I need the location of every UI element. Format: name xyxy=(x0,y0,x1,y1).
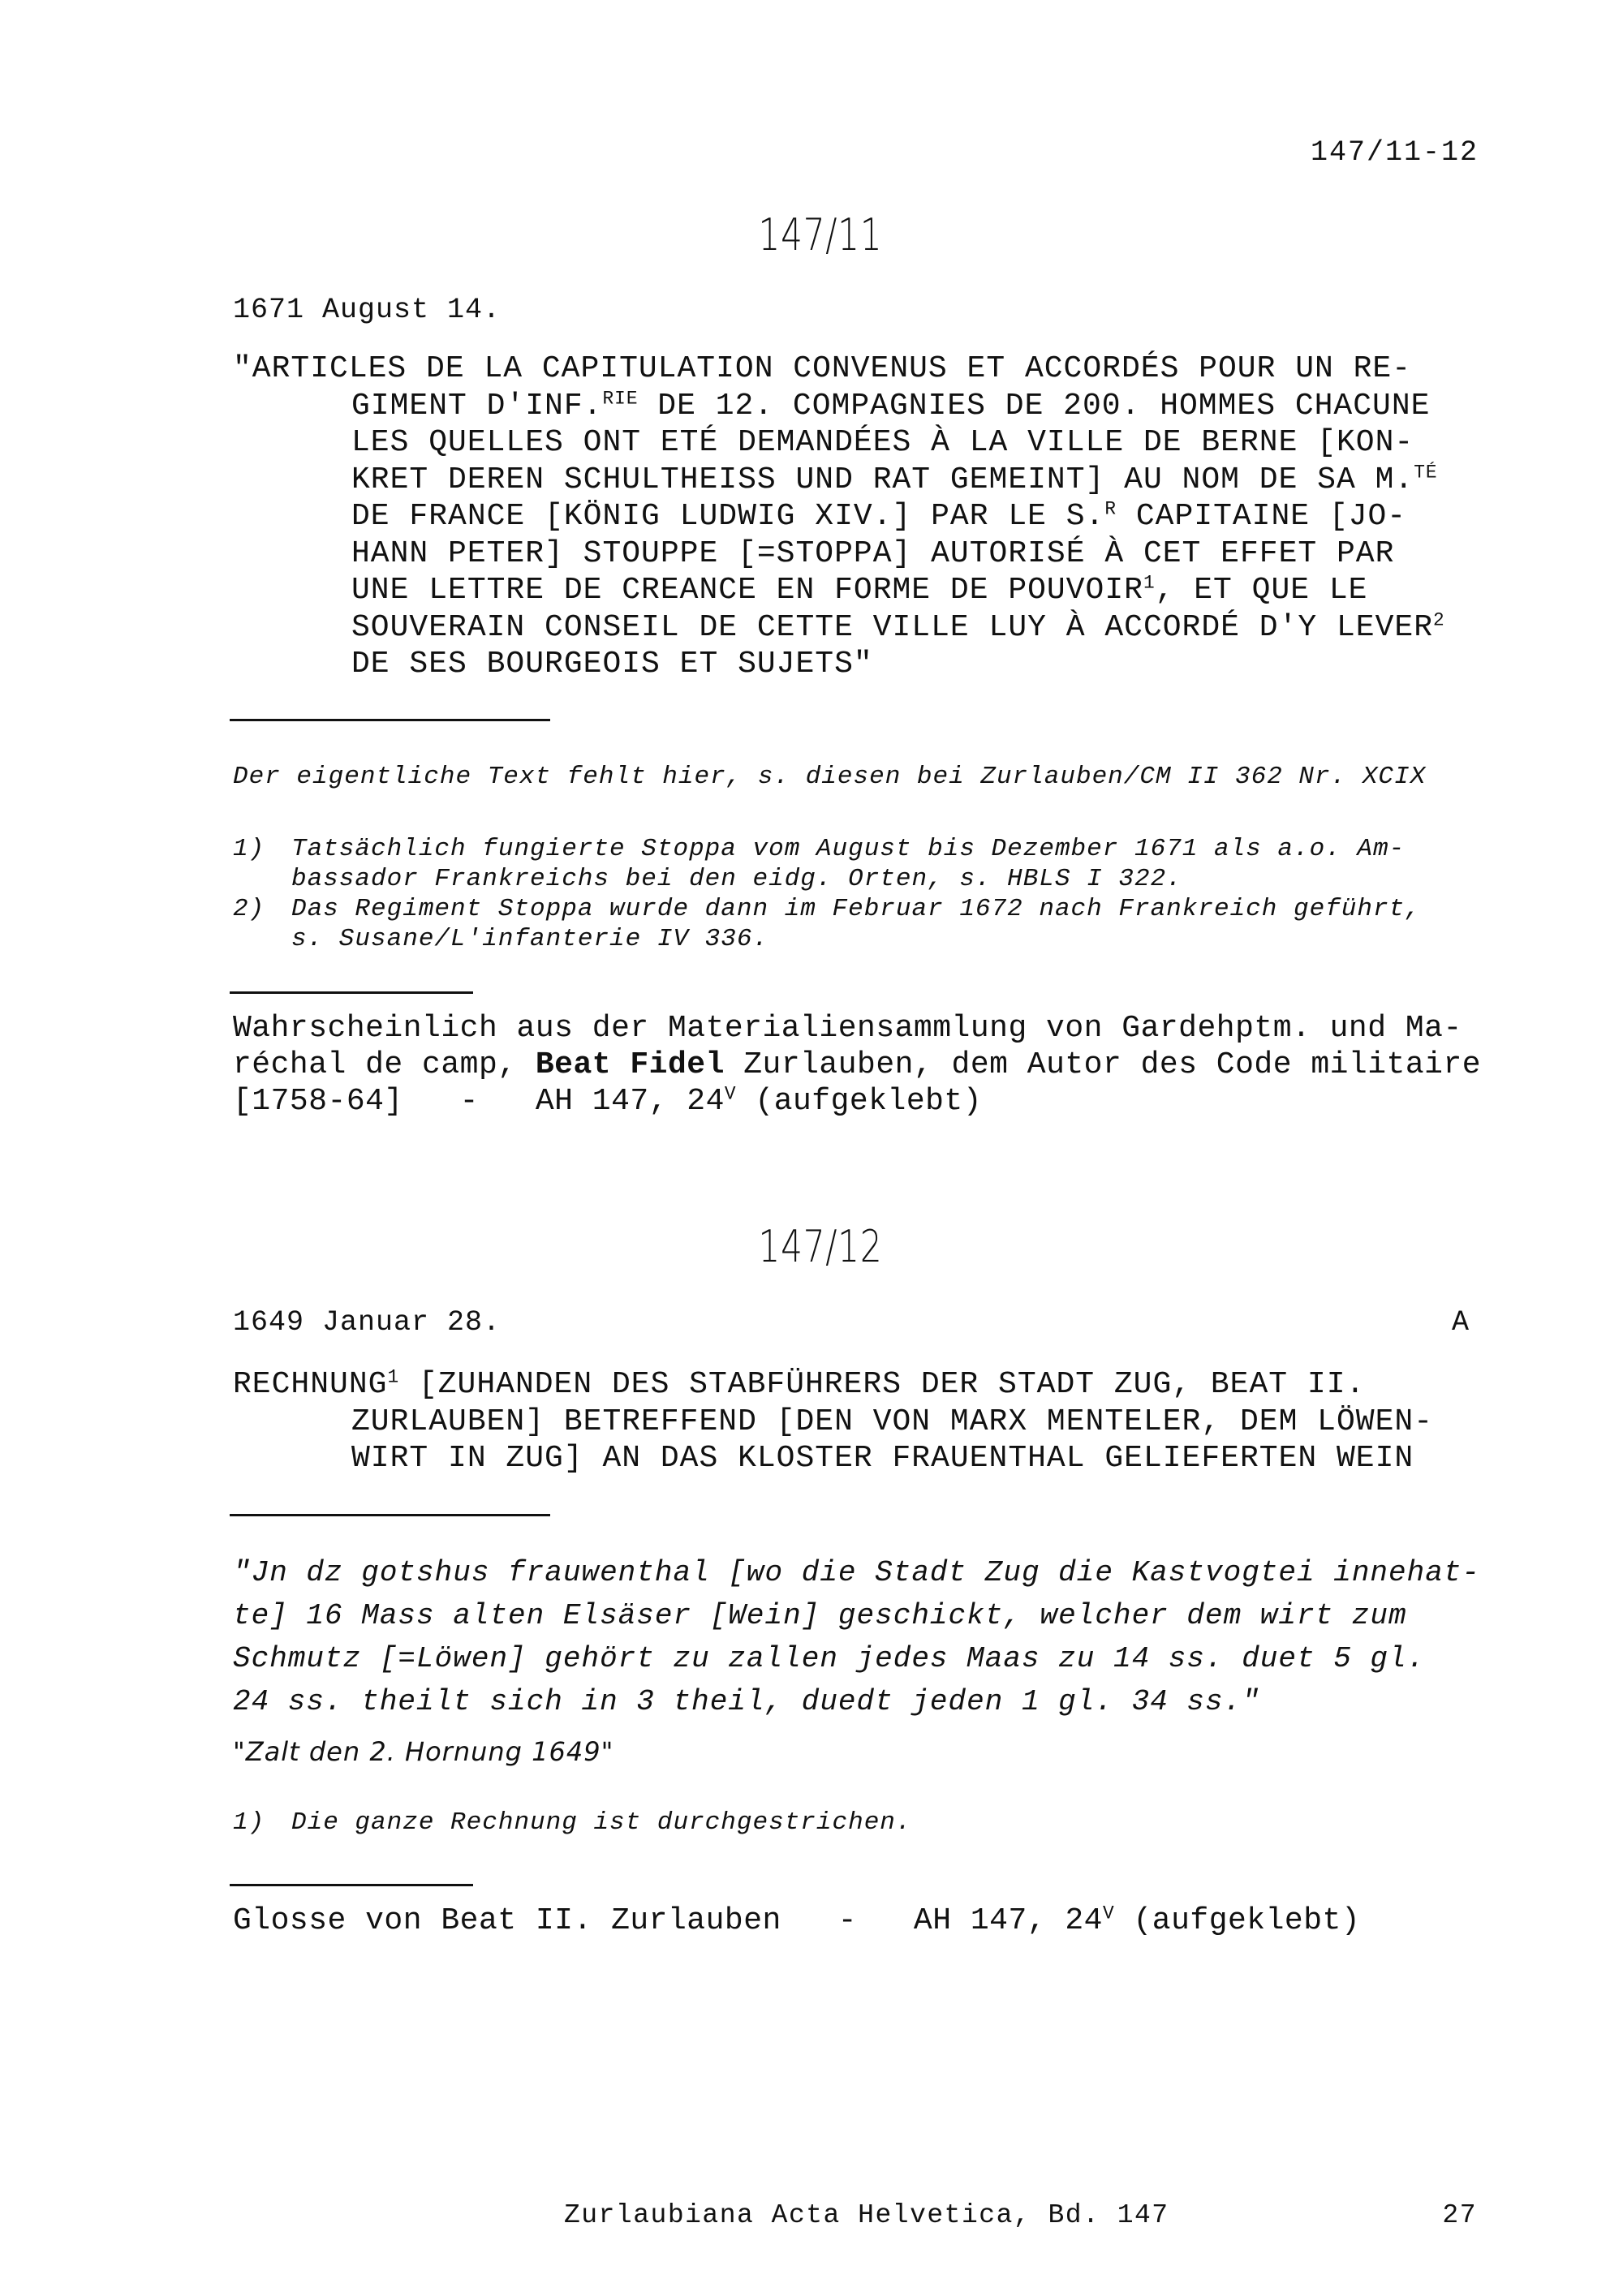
footnotes xyxy=(233,1808,1499,1838)
quoted-text: "Jn dz gotshus frauwenthal [wo die Stadt Zug die Kastvogtei innehat- te] 16 Mass alten Elsäser [Wein] geschickt, welcher dem wirt zum Schmutz [=Löwen] gehört zu zallen jedes Maas zu 14 ss. duet 5 gl. 24 ss. theilt sich in 3 theil, duedt jeden 1 gl. 34 ss." xyxy=(233,1556,1481,1718)
document-letter: A xyxy=(1451,1306,1469,1339)
title-line: ZURLAUBEN] BETREFFEND [DEN VON MARX MENTELER, DEM LÖWEN- xyxy=(351,1404,1434,1439)
title-line: DE SES BOURGEOIS ET SUJETS" xyxy=(351,647,873,681)
title-line: RECHNUNG$^1$ [ZUHANDEN DES STABFÜHRERS DER STADT ZUG, BEAT II. xyxy=(233,1366,1366,1402)
footnote: 1) Tatsächlich fungierte Stoppa vom August bis Dezember 1671 als a.o. Am- bassador Frankreichs bei den eidg. Orten, s. HBLS I 322. xyxy=(233,835,1406,893)
title-line: GIMENT D'INF.$^{RIE}$ DE 12. COMPAGNIES DE 200. HOMMES CHACUNE xyxy=(351,387,1431,424)
separator-rule xyxy=(230,991,473,994)
document-date: 1671 August 14. xyxy=(233,294,502,326)
document-title xyxy=(233,1366,1483,1477)
title-line: LES QUELLES ONT ETÉ DEMANDÉES À LA VILLE DE BERNE [KON- xyxy=(351,425,1414,460)
document-date: 1649 Januar 28. xyxy=(233,1306,502,1339)
person-name: Beat Fidel xyxy=(535,1047,725,1082)
title-line: UNE LETTRE DE CREANCE EN FORME DE POUVOIR$^1$, ET QUE LE xyxy=(351,572,1368,608)
separator-rule xyxy=(230,1514,550,1516)
footer-title: Zurlaubiana Acta Helvetica, Bd. 147 xyxy=(564,2200,1169,2230)
page-number: 27 xyxy=(1442,2200,1477,2230)
title-line: SOUVERAIN CONSEIL DE CETTE VILLE LUY À ACCORDÉ D'Y LEVER$^2$ xyxy=(351,608,1445,645)
editorial-note: Der eigentliche Text fehlt hier, s. diesen bei Zurlauben/CM II 362 Nr. XCIX xyxy=(233,763,1427,791)
title-line: KRET DEREN SCHULTHEISS UND RAT GEMEINT] AU NOM DE SA M.$^{TÉ}$ xyxy=(351,461,1438,497)
source-note: Wahrscheinlich aus der Materialiensammlung von Gardehptm. und Ma- réchal de camp, Beat Fidel Zurlauben, dem Autor des Code militaire [1758-64] - AH 147, $24^V$ (aufgeklebt) xyxy=(233,1011,1482,1119)
title-line: "ARTICLES DE LA CAPITULATION CONVENUS ET ACCORDÉS POUR UN RE- xyxy=(233,351,1412,386)
separator-rule xyxy=(230,719,550,721)
separator-rule xyxy=(230,1884,473,1886)
footnote: 1) Die ganze Rechnung ist durchgestrichen. xyxy=(233,1808,912,1837)
title-line: DE FRANCE [KÖNIG LUDWIG XIV.] PAR LE S.$^R$ CAPITAINE [JO- xyxy=(351,498,1407,534)
handwritten-note: "Zalt den 2. Hornung 1649" xyxy=(233,1736,614,1767)
document-title xyxy=(233,350,1483,683)
source-note: Glosse von Beat II. Zurlauben - AH 147, $24^V$ (aufgeklebt) xyxy=(233,1903,1361,1938)
footnote: 2) Das Regiment Stoppa wurde dann im Februar 1672 nach Frankreich geführt, s. Susane/L'infanterie IV 336. xyxy=(233,895,1421,953)
title-line: HANN PETER] STOUPPE [=STOPPA] AUTORISÉ À CET EFFET PAR xyxy=(351,535,1395,571)
title-line: WIRT IN ZUG] AN DAS KLOSTER FRAUENTHAL GELIEFERTEN WEIN xyxy=(351,1441,1414,1476)
page-reference: 147/11-12 xyxy=(1310,136,1479,169)
document-number: 147/12 xyxy=(758,1221,883,1272)
document-number: 147/11 xyxy=(758,209,883,260)
footnotes xyxy=(233,834,1499,954)
